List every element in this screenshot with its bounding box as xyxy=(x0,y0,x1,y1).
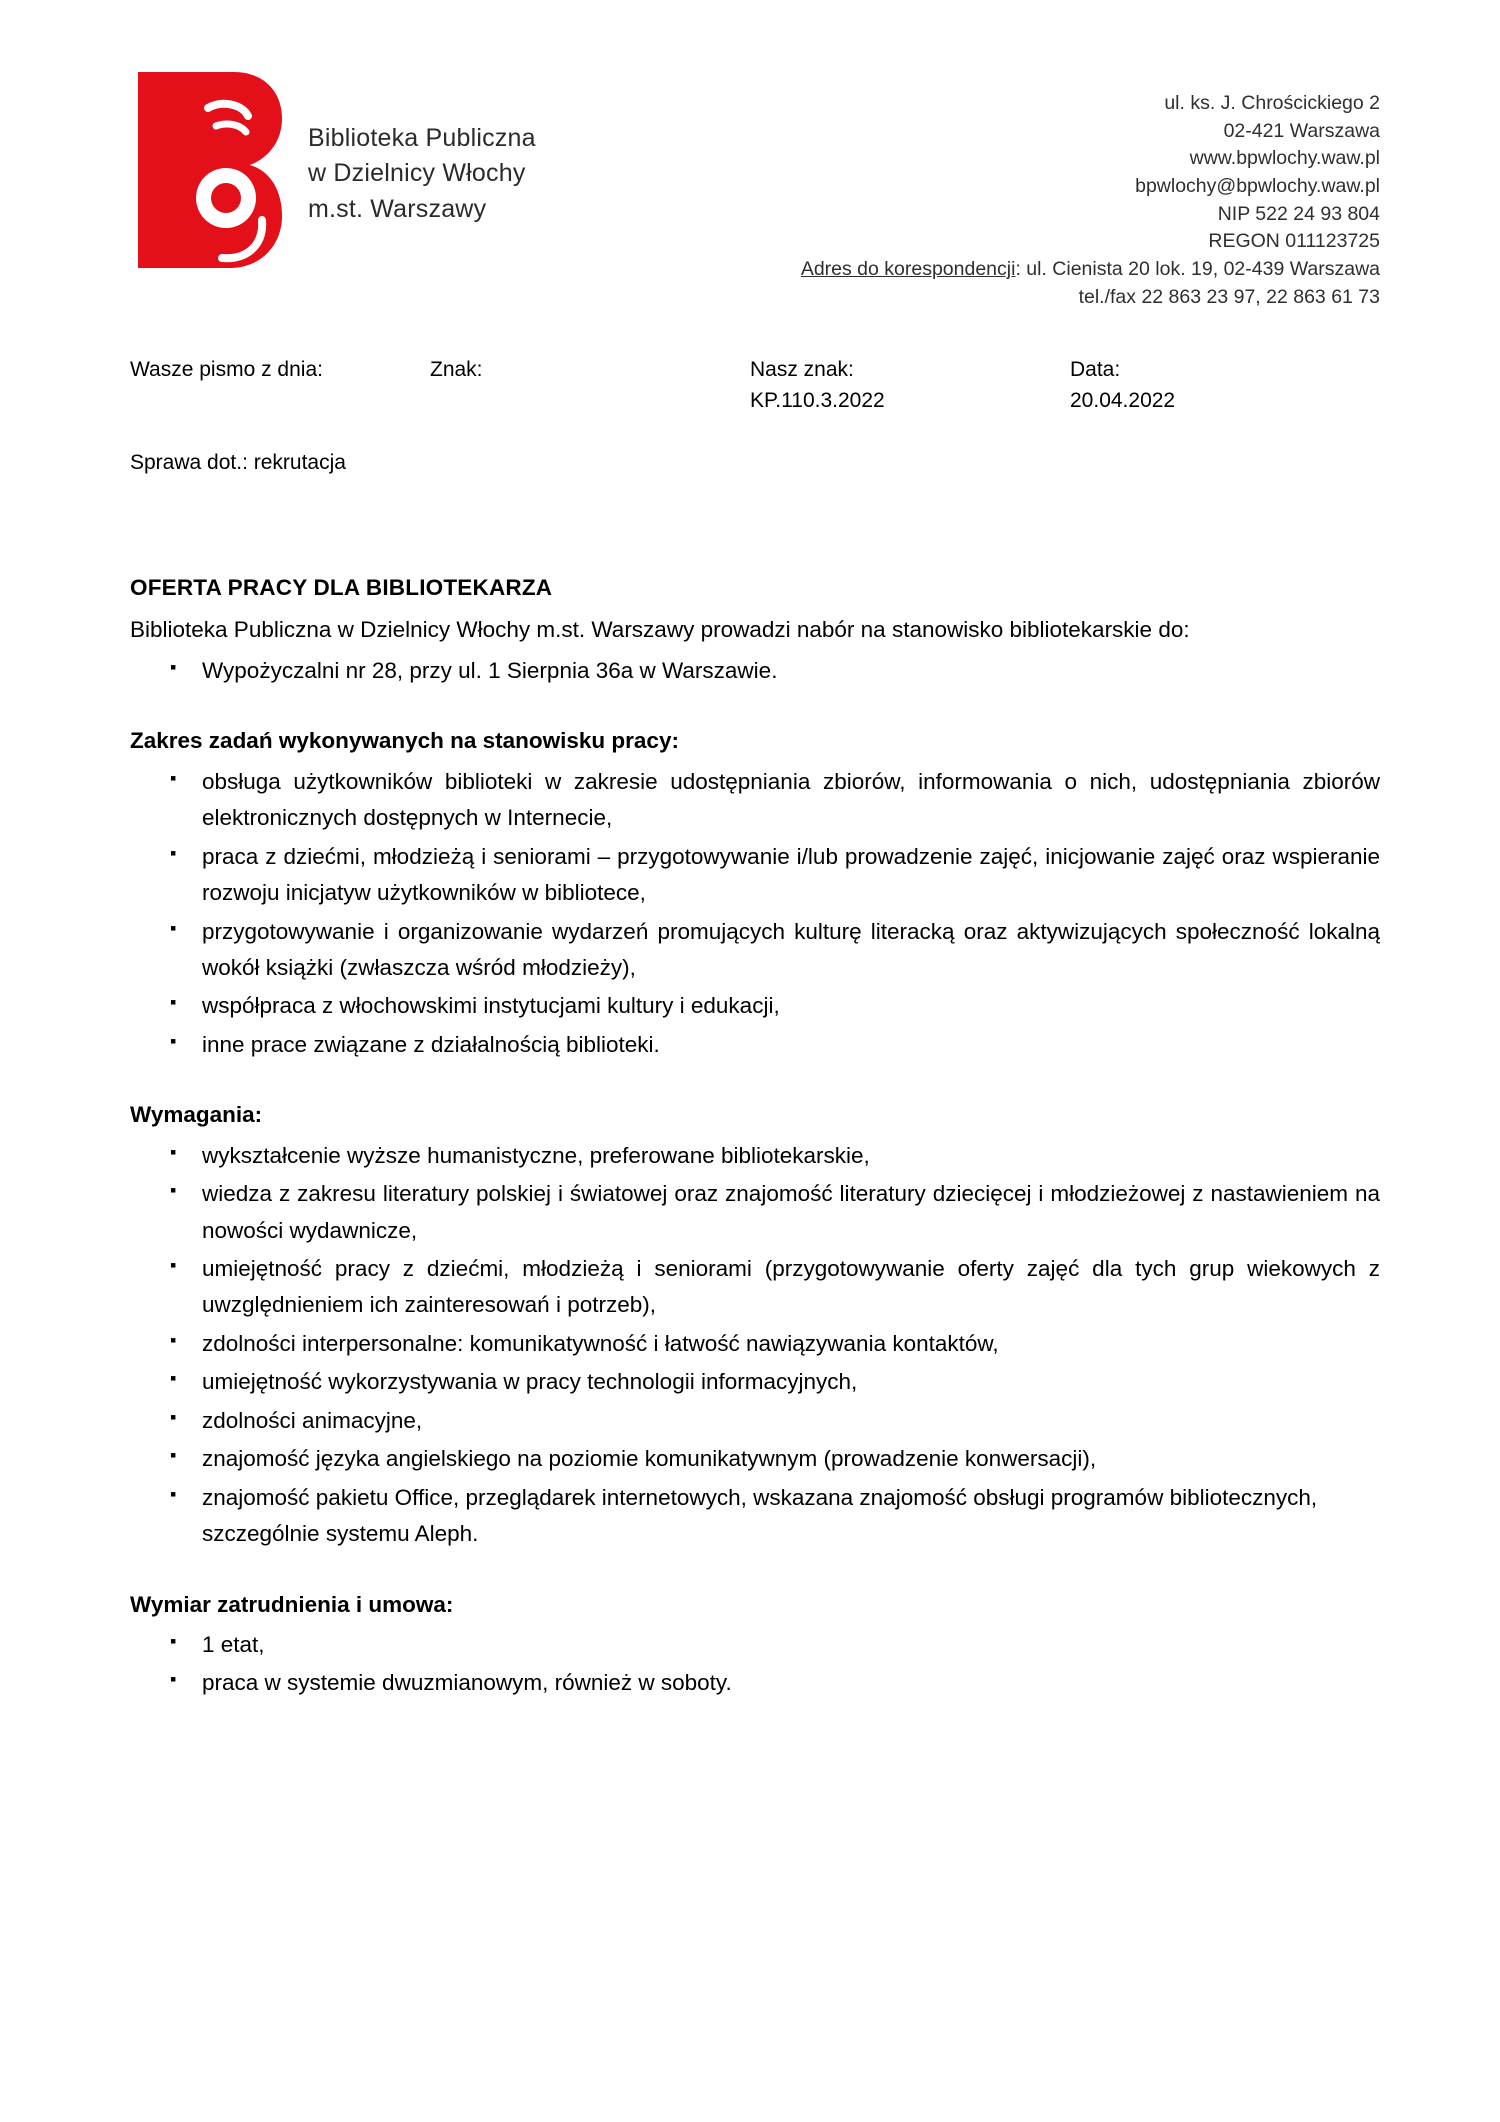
list-item: ▪ przygotowywanie i organizowanie wydarzeń promujących kulturę literacką oraz aktywizujących społeczność lokalną wokół książki (zwłaszcza wśród młodzieży), xyxy=(130,914,1380,987)
list-item: ▪ znajomość pakietu Office, przeglądarek internetowych, wskazana znajomość obsługi programów bibliotecznych, szczególnie systemu Aleph. xyxy=(130,1480,1380,1553)
contact-nip: NIP 522 24 93 804 xyxy=(1217,202,1380,225)
list-item: ▪ Wypożyczalni nr 28, przy ul. 1 Sierpnia 36a w Warszawie. xyxy=(130,653,1380,689)
reference-labels xyxy=(130,354,1380,386)
list-item: ▪ praca w systemie dwuzmianowym, również w soboty. xyxy=(130,1665,1380,1701)
contact-email: bpwlochy@bpwlochy.waw.pl xyxy=(1135,175,1380,198)
library-logo-icon xyxy=(130,70,282,270)
list-item: ▪ 1 etat, xyxy=(130,1627,1380,1663)
tasks-list xyxy=(130,764,1380,1064)
contact-street: ul. ks. J. Chrościckiego 2 xyxy=(1164,92,1380,114)
our-mark-label: Nasz znak: xyxy=(750,357,854,381)
subject-line: Sprawa dot.: rekrutacja xyxy=(130,450,346,474)
contact-city: 02-421 Warszawa xyxy=(1223,119,1380,142)
document-body xyxy=(130,570,1380,1702)
page-title: OFERTA PRACY DLA BIBLIOTEKARZA xyxy=(130,575,553,600)
our-mark-value: KP.110.3.2022 xyxy=(750,389,885,412)
list-item: ▪ zdolności interpersonalne: komunikatywność i łatwość nawiązywania kontaktów, xyxy=(130,1326,1380,1362)
correspondence-value: : ul. Cienista 20 lok. 19, 02-439 Warszawa xyxy=(1015,258,1380,281)
list-item: ▪ znajomość języka angielskiego na poziomie komunikatywnym (prowadzenie konwersacji), xyxy=(130,1441,1380,1477)
contact-phone: tel./fax 22 863 23 97, 22 863 61 73 xyxy=(1078,285,1380,308)
contact-correspondence xyxy=(801,256,1380,284)
list-item: ▪ zdolności animacyjne, xyxy=(130,1403,1380,1439)
intro-list xyxy=(130,653,1380,689)
section-heading-requirements: Wymagania: xyxy=(130,1102,263,1128)
brand-line-2: w Dzielnicy Włochy xyxy=(308,159,526,188)
brand-line-1: Biblioteka Publiczna xyxy=(308,123,536,152)
letterhead xyxy=(130,70,1380,312)
contact-website: www.bpwlochy.waw.pl xyxy=(1189,147,1380,170)
brand-name xyxy=(308,113,536,228)
section-heading-tasks: Zakres zadań wykonywanych na stanowisku pracy: xyxy=(130,728,679,754)
employment-list xyxy=(130,1627,1380,1702)
requirements-list xyxy=(130,1138,1380,1553)
date-value: 20.04.2022 xyxy=(1070,389,1176,412)
reference-values xyxy=(130,385,1380,417)
reference-row xyxy=(130,354,1380,479)
date-label: Data: xyxy=(1070,357,1121,381)
mark-label: Znak: xyxy=(430,357,483,381)
brand-line-3: m.st. Warszawy xyxy=(308,194,487,223)
list-item: ▪ współpraca z włochowskimi instytucjami kultury i edukacji, xyxy=(130,988,1380,1024)
section-heading-employment: Wymiar zatrudnienia i umowa: xyxy=(130,1591,454,1617)
list-item: ▪ inne prace związane z działalnością biblioteki. xyxy=(130,1027,1380,1063)
list-item: ▪ wykształcenie wyższe humanistyczne, preferowane bibliotekarskie, xyxy=(130,1138,1380,1174)
brand-block xyxy=(130,70,536,270)
intro-paragraph: Biblioteka Publiczna w Dzielnicy Włochy m.st. Warszawy prowadzi nabór na stanowisko bibliotekarskie do: xyxy=(130,617,1190,643)
list-item: ▪ wiedza z zakresu literatury polskiej i światowej oraz znajomość literatury dziecięcej i młodzieżowej z nastawieniem na nowości wydawnicze, xyxy=(130,1176,1380,1249)
list-item: ▪ obsługa użytkowników biblioteki w zakresie udostępniania zbiorów, informowania o nich, udostępniania zbiorów elektronicznych dostępnych w Internecie, xyxy=(130,764,1380,837)
list-item: ▪ praca z dziećmi, młodzieżą i seniorami – przygotowywanie i/lub prowadzenie zajęć, inicjowanie zajęć oraz wspieranie rozwoju inicjatyw użytkowników w bibliotece, xyxy=(130,839,1380,912)
list-item: ▪ umiejętność wykorzystywania w pracy technologii informacyjnych, xyxy=(130,1364,1380,1400)
contact-block xyxy=(801,70,1380,312)
list-item: ▪ umiejętność pracy z dziećmi, młodzieżą i seniorami (przygotowywanie oferty zajęć dla tych grup wiekowych z uwzględnieniem ich zainteresowań i potrzeb), xyxy=(130,1251,1380,1324)
your-letter-label: Wasze pismo z dnia: xyxy=(130,357,323,381)
contact-regon: REGON 011123725 xyxy=(1208,230,1380,253)
correspondence-label: Adres do korespondencji xyxy=(800,258,1016,281)
